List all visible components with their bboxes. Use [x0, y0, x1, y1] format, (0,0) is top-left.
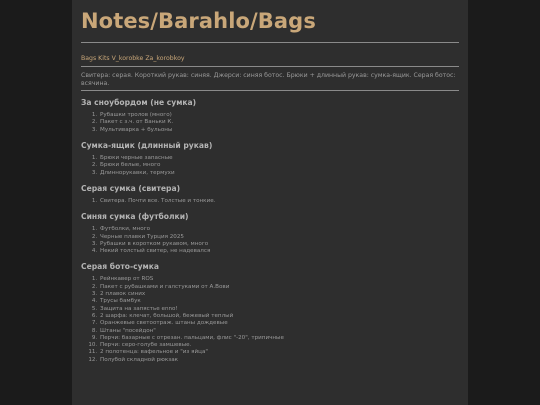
list-item: 4. Трусы бамбук [99, 298, 459, 305]
section-grey-bag [81, 184, 459, 205]
list-item: 3. Длиннорукавки, термухи [99, 170, 459, 177]
list-item: 10. Перчи: серо-голубе замшевые. [99, 342, 459, 349]
list-item: 12. Полубой складной рюкзак [99, 357, 459, 364]
list-item: 11. 2 полотенца: вафельное и "из яйца" [99, 349, 459, 356]
title-divider [81, 42, 459, 43]
item-list [81, 155, 459, 177]
section-snowboard [81, 98, 459, 134]
item-list [81, 112, 459, 134]
section-heading: Серая сумка (свитера) [81, 183, 181, 193]
breadcrumb-link-bags[interactable]: Bags [81, 55, 97, 62]
section-heading: Сумка-ящик (длинный рукав) [81, 141, 213, 151]
list-item: 4. Некий толстый свитер, не надевался [99, 248, 459, 255]
breadcrumb-divider [81, 66, 459, 67]
list-item: 1. Рейнкавер от ROS [99, 276, 459, 283]
list-item: 5. Защита на запястье enno! [99, 306, 459, 313]
section-heading: За сноубордом (не сумка) [81, 98, 197, 108]
item-list [81, 226, 459, 255]
list-item: 2. Черные плавки Турция 2025 [99, 234, 459, 241]
list-item: 2. Пакет с з.ч. от Ваньки К. [99, 119, 459, 126]
breadcrumb-link-v-korobke[interactable]: V_korobke [111, 55, 144, 62]
section-grey-boto-bag [81, 262, 459, 364]
section-box-bag [81, 141, 459, 177]
list-item: 2. Брюки белые, много [99, 162, 459, 169]
list-item: 1. Свитера. Почти все. Толстые и тонкие. [99, 198, 459, 205]
section-blue-bag [81, 212, 459, 255]
intro-text: Свитера: серая. Короткий рукав: синяя. Джерси: синяя ботос. Брюки + длинный рукав: сумка-ящик. Серая ботос: всячина. [81, 72, 456, 87]
item-list [81, 276, 459, 364]
intro-divider [81, 90, 459, 91]
breadcrumb [81, 55, 459, 63]
item-list [81, 198, 459, 205]
list-item: 3. Мультиварка + бульоны [99, 127, 459, 134]
list-item: 9. Перчи: базарные с отрезан. пальцами, флис "-20", трипичные [99, 335, 459, 342]
page-title: Notes/Barahlo/Bags [81, 9, 316, 33]
list-item: 1. Брюки черные запасные [99, 155, 459, 162]
list-item: 3. 2 плавок синих [99, 291, 459, 298]
list-item: 1. Рубашки тролов (много) [99, 112, 459, 119]
list-item: 8. Штаны "посейдон" [99, 328, 459, 335]
list-item: 3. Рубашки в коротком рукавом, много [99, 241, 459, 248]
list-item: 2. Пакет с рубашками и галстуками от А.Вови [99, 284, 459, 291]
breadcrumb-link-za-korobkoy[interactable]: Za_korobkoy [145, 55, 185, 62]
section-heading: Синяя сумка (футболки) [81, 212, 189, 222]
page [72, 0, 468, 405]
list-item: 7. Оранжевые светоотраж. штаны дождевые [99, 320, 459, 327]
list-item: 6. 2 шарфа: клечат, большой, бежевый теплый [99, 313, 459, 320]
list-item: 1. Футболки, много [99, 226, 459, 233]
section-heading: Серая бото-сумка [81, 262, 160, 272]
breadcrumb-link-kits[interactable]: Kits [98, 55, 110, 62]
